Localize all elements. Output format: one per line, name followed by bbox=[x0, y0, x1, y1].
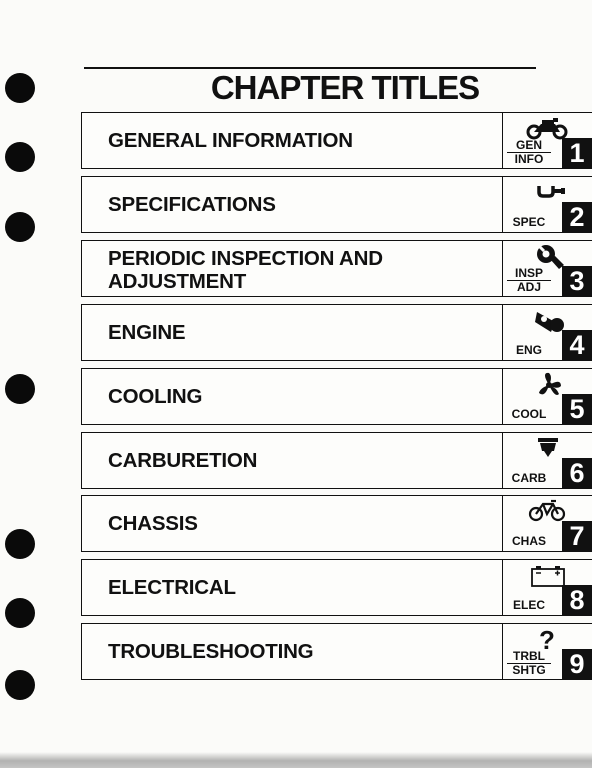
chapter-number: 8 bbox=[562, 585, 592, 615]
chapter-abbreviation: ELEC bbox=[512, 598, 545, 612]
chapter-title: ENGINE bbox=[108, 321, 186, 344]
chapter-number: 2 bbox=[562, 202, 592, 232]
chapter-title: COOLING bbox=[108, 385, 203, 408]
chapter-number: 7 bbox=[562, 521, 592, 551]
chapter-tab[interactable] bbox=[502, 369, 592, 424]
binder-hole bbox=[5, 598, 35, 628]
chapter-row-chassis[interactable] bbox=[81, 495, 592, 552]
chapter-number: 4 bbox=[562, 330, 592, 360]
binder-hole bbox=[5, 212, 35, 242]
binder-hole bbox=[5, 529, 35, 559]
chapter-number: 9 bbox=[562, 649, 592, 679]
chapter-row-engine[interactable] bbox=[81, 304, 592, 361]
chapter-abbreviation: TRBL SHTG bbox=[507, 650, 551, 676]
chapter-title: PERIODIC INSPECTION AND ADJUSTMENT bbox=[108, 247, 383, 293]
chapter-title: TROUBLESHOOTING bbox=[108, 640, 314, 663]
chapter-title: CHASSIS bbox=[108, 512, 198, 535]
chapter-row-periodic-inspection[interactable] bbox=[81, 240, 592, 297]
chapter-row-electrical[interactable] bbox=[81, 559, 592, 616]
chapter-tab[interactable] bbox=[502, 560, 592, 615]
chapter-abbreviation: GEN INFO bbox=[507, 139, 551, 165]
chapter-tab[interactable] bbox=[502, 177, 592, 232]
binder-hole bbox=[5, 670, 35, 700]
binder-hole bbox=[5, 73, 35, 103]
chapter-number: 5 bbox=[562, 394, 592, 424]
chapter-tab[interactable] bbox=[502, 433, 592, 488]
chapter-title: GENERAL INFORMATION bbox=[108, 129, 353, 152]
chapter-abbreviation: ENG bbox=[515, 343, 542, 357]
chapter-row-cooling[interactable] bbox=[81, 368, 592, 425]
chapter-tab[interactable] bbox=[502, 624, 592, 679]
chapter-tab[interactable] bbox=[502, 305, 592, 360]
chapter-number: 3 bbox=[562, 266, 592, 296]
chapter-abbreviation: INSP ADJ bbox=[507, 267, 551, 293]
svg-text:?: ? bbox=[539, 627, 555, 653]
chapter-abbreviation: SPEC bbox=[512, 215, 546, 229]
binder-hole bbox=[5, 142, 35, 172]
chapter-tab[interactable] bbox=[502, 113, 592, 168]
page-title: CHAPTER TITLES bbox=[210, 69, 480, 106]
chapter-abbreviation: CARB bbox=[511, 471, 547, 485]
chapter-tab[interactable] bbox=[502, 241, 592, 296]
chapter-row-troubleshooting[interactable] bbox=[81, 623, 592, 680]
chapter-row-carburetion[interactable] bbox=[81, 432, 592, 489]
chapter-row-general-information[interactable] bbox=[81, 112, 592, 169]
chapter-tab[interactable] bbox=[502, 496, 592, 551]
chapter-title: SPECIFICATIONS bbox=[108, 193, 276, 216]
chapter-title: CARBURETION bbox=[108, 449, 258, 472]
chapter-number: 6 bbox=[562, 458, 592, 488]
scan-edge-shadow bbox=[0, 752, 592, 768]
chapter-number: 1 bbox=[562, 138, 592, 168]
chapter-row-specifications[interactable] bbox=[81, 176, 592, 233]
chapter-abbreviation: COOL bbox=[511, 407, 547, 421]
binder-hole bbox=[5, 374, 35, 404]
chapter-abbreviation: CHAS bbox=[511, 534, 546, 548]
chapter-title: ELECTRICAL bbox=[108, 576, 236, 599]
